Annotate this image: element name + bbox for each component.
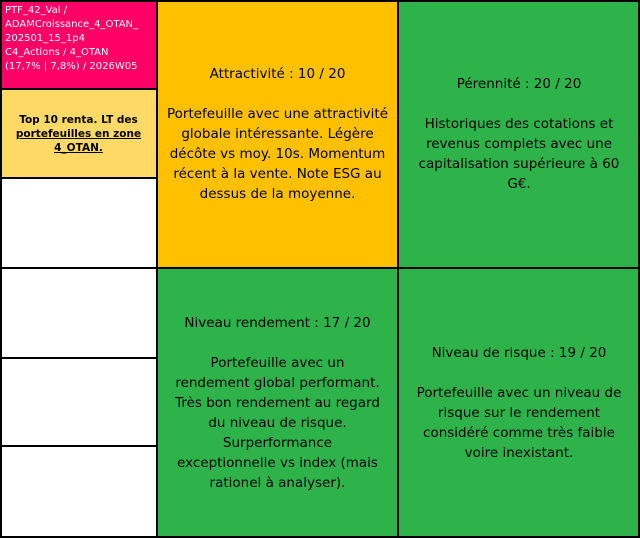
top-ranking-label-3: 4_OTAN. xyxy=(54,141,103,154)
top-ranking-cell xyxy=(0,89,157,178)
perennite-title: Pérennité : 20 / 20 xyxy=(456,76,582,92)
empty-cell xyxy=(0,268,157,358)
empty-cell xyxy=(0,358,157,446)
portfolio-id-cell xyxy=(0,0,157,89)
top-ranking-label-2: portefeuilles en zone xyxy=(15,127,142,140)
rendement-text: Portefeuille avec un rendement global performant. Très bon rendement au regard du niveau de risque. Surperformance exceptionnelle vs index (mais rationel à analyser). xyxy=(175,355,380,491)
perennite-quadrant xyxy=(398,0,640,268)
portfolio-id-line: C4_Actions / 4_OTAN xyxy=(5,47,109,58)
attractivite-text: Portefeuille avec une attractivité globale intéressante. Légère décôte vs moy. 10s. Momentum récent à la vente. Note ESG au dessus de la moyenne. xyxy=(166,106,388,202)
rendement-quadrant xyxy=(157,268,398,538)
risque-title: Niveau de risque : 19 / 20 xyxy=(431,345,607,361)
attractivite-title: Attractivité : 10 / 20 xyxy=(209,66,346,82)
empty-cell xyxy=(0,178,157,268)
rendement-title: Niveau rendement : 17 / 20 xyxy=(184,315,371,331)
portfolio-id-line: PTF_42_Val / xyxy=(5,5,68,16)
risque-text: Portefeuille avec un niveau de risque sur le rendement considéré comme très faible voire inexistant. xyxy=(416,385,622,461)
perennite-text: Historiques des cotations et revenus complets avec une capitalisation supérieure à 60 G€. xyxy=(418,116,620,192)
top-ranking-label-1: Top 10 renta. LT des xyxy=(19,113,138,126)
portfolio-id-line: 202501_15_1p4 xyxy=(5,33,85,44)
empty-cell xyxy=(0,446,157,538)
portfolio-id-line: (17,7% | 7,8%) / 2026W05 xyxy=(5,61,138,72)
portfolio-id-line: ADAMCroissance_4_OTAN_ xyxy=(5,19,139,30)
attractivite-quadrant xyxy=(157,0,398,268)
risque-quadrant xyxy=(398,268,640,538)
